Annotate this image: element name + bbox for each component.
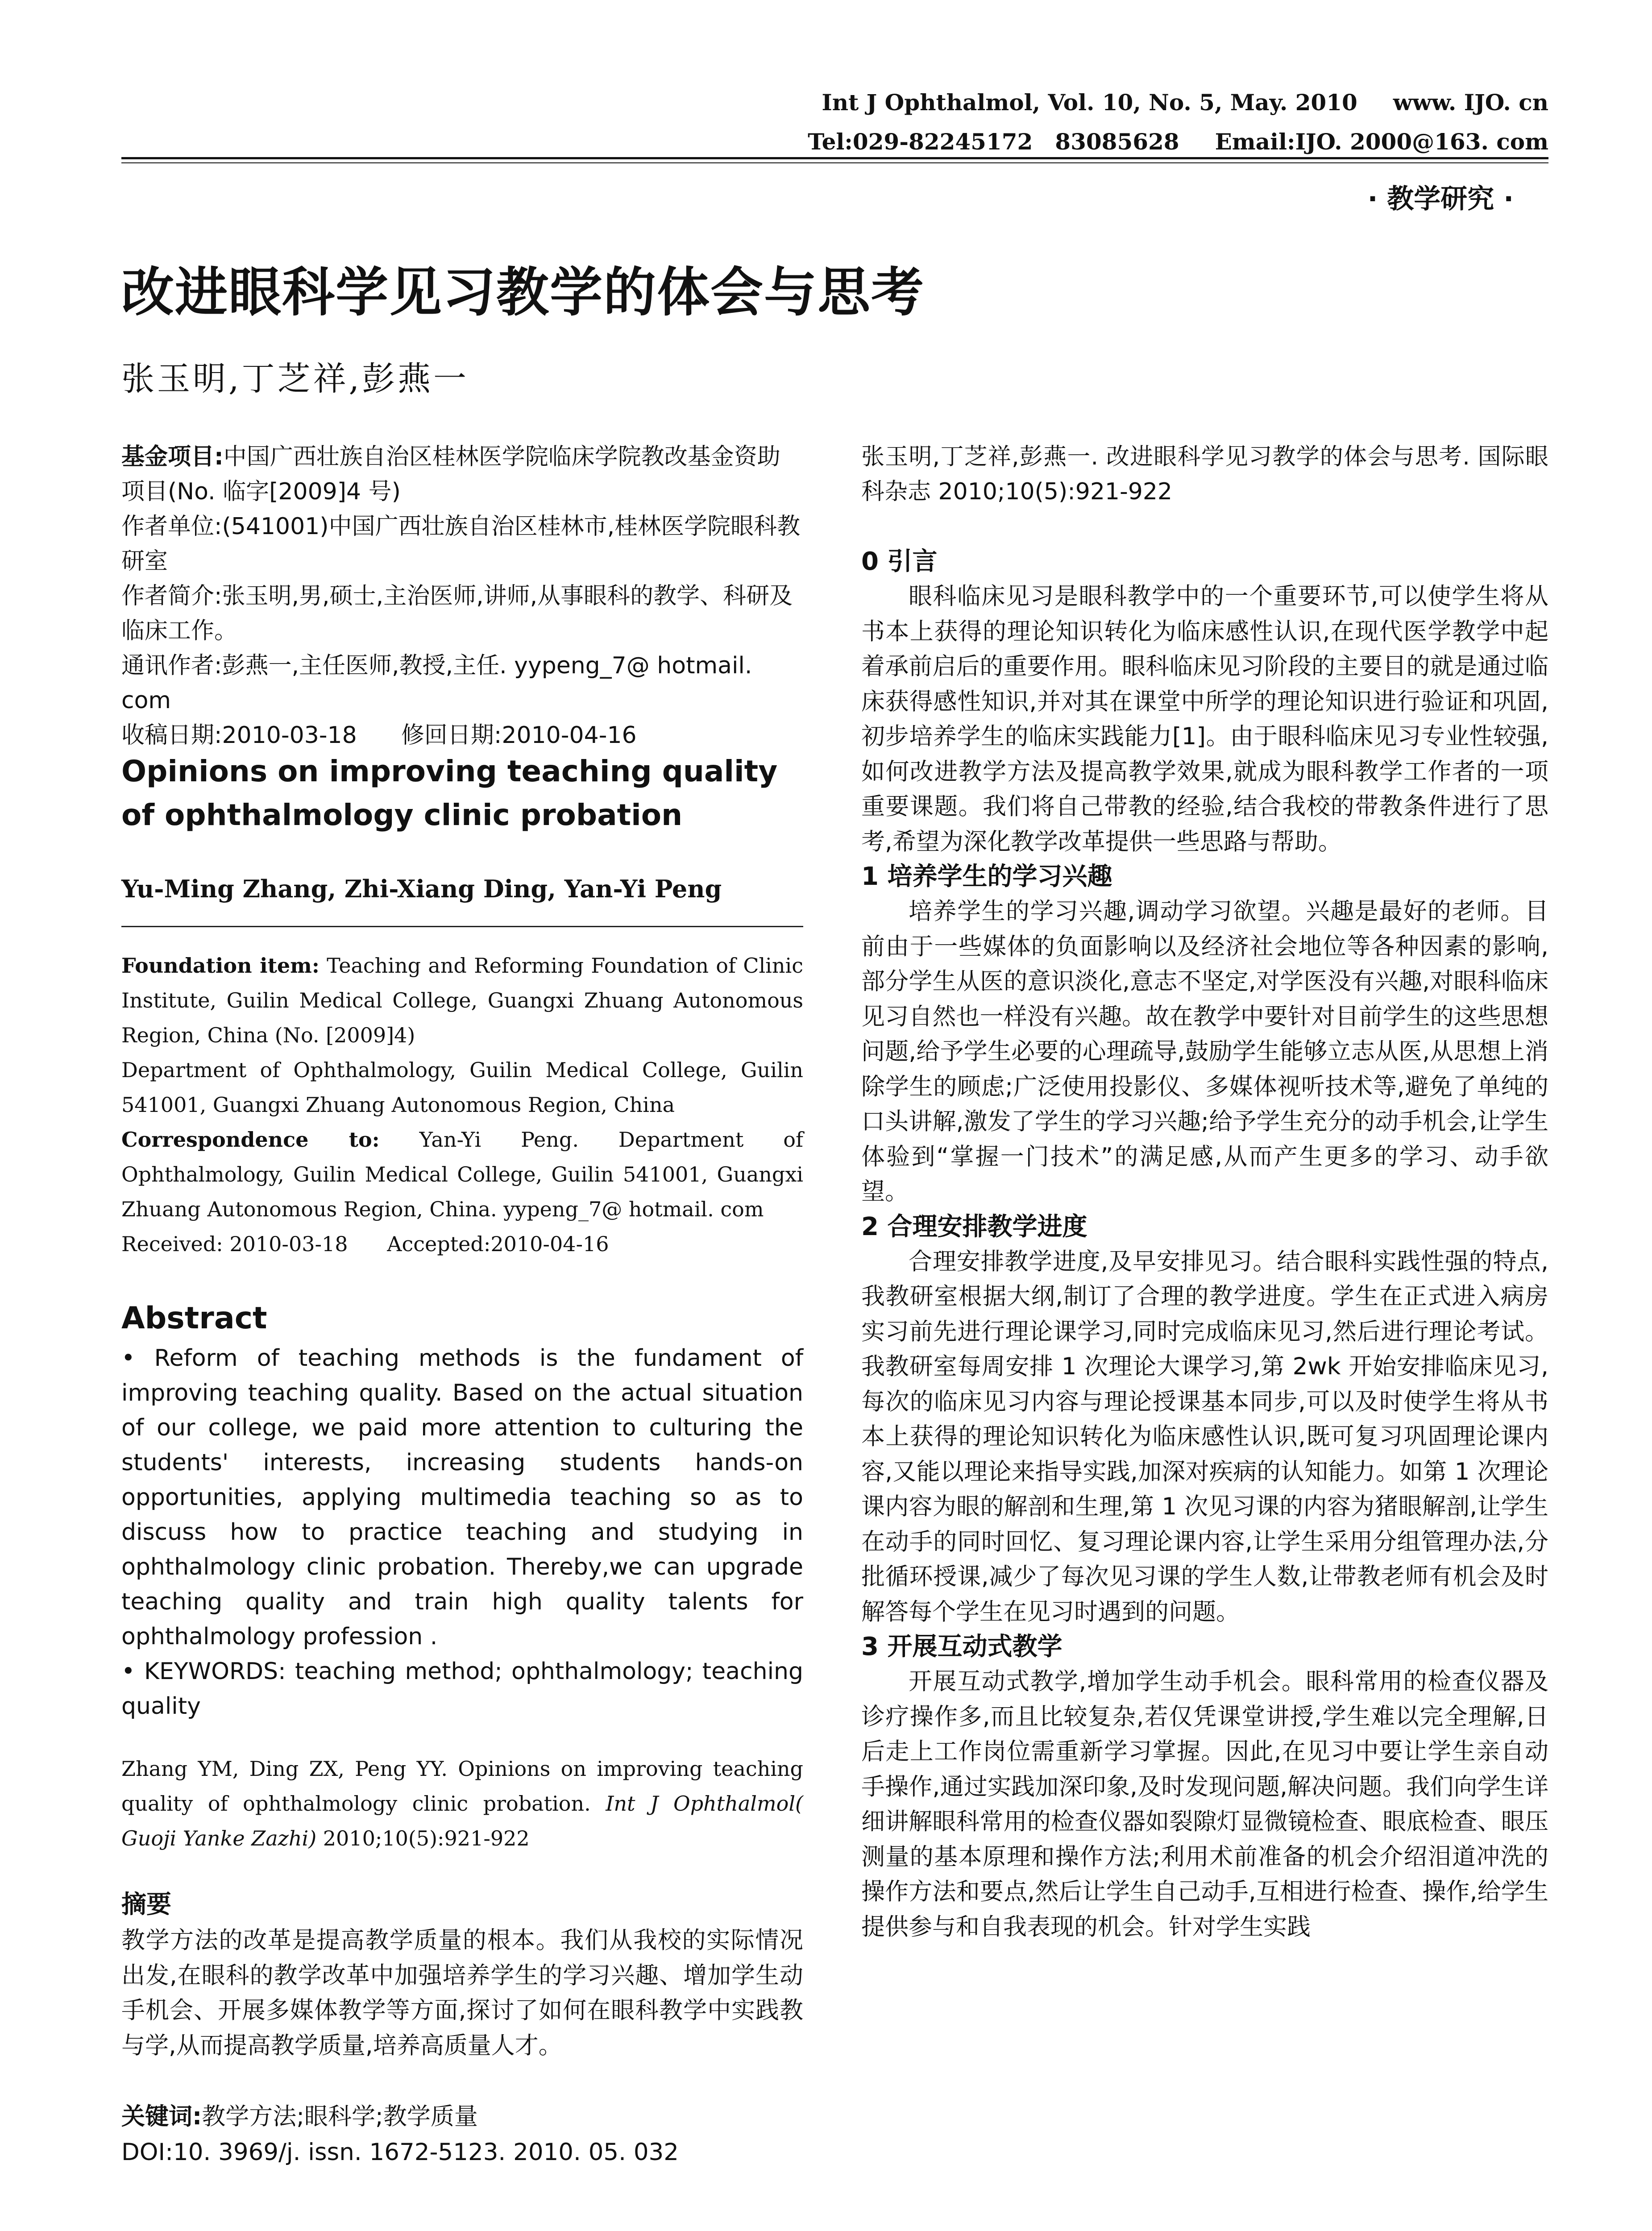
citation-en-prefix: Zhang YM, Ding ZX, Peng YY. Opinions on improving teaching quality of ophthalmology clinic probation.	[121, 1757, 803, 1816]
title-cn: 改进眼科学见习教学的体会与思考	[121, 261, 925, 323]
authors-cn: 张玉明,丁芝祥,彭燕一	[121, 360, 469, 398]
keywords-cn-label: 关键词:	[121, 2103, 202, 2130]
header-rule-thick	[121, 157, 1548, 159]
foundation-en-label: Foundation item:	[121, 954, 320, 978]
section-0-text: 眼科临床见习是眼科教学中的一个重要环节,可以使学生将从书本上获得的理论知识转化为临床感性认识,在现代医学教学中起着承前启后的重要作用。眼科临床见习阶段的主要目的就是通过临床获得感性知识,并对其在课堂中所学的理论知识进行验证和巩固,初步培养学生的临床实践能力[1]。由于眼科临床见习专业性较强,如何改进教学方法及提高教学效果,就成为眼科教学工作者的一项重要课题。我们将自己带教的经验,结合我校的带教条件进行了思考,希望为深化教学改革提供一些思路与帮助。	[861, 583, 1548, 855]
journal-email: Email:IJO. 2000@163. com	[1215, 129, 1548, 155]
doi: DOI:10. 3969/j. issn. 1672-5123. 2010. 05. 032	[121, 2139, 679, 2166]
citation-en-journal: Int J Ophthalmol( Guoji Yanke Zazhi)	[121, 1791, 803, 1850]
journal-tel: Tel:029-82245172	[808, 129, 1033, 155]
info-cn	[121, 440, 803, 753]
citation-cn: 张玉明,丁芝祥,彭燕一. 改进眼科学见习教学的体会与思考. 国际眼科杂志 2010;10(5):921-922	[861, 444, 1548, 505]
journal-website: www. IJO. cn	[1393, 89, 1548, 116]
foundation-cn-label: 基金项目:	[121, 444, 224, 470]
title-en: Opinions on improving teaching quality of ophthalmology clinic probation	[121, 754, 778, 832]
authors-en: Yu-Ming Zhang, Zhi-Xiang Ding, Yan-Yi Peng	[121, 875, 722, 903]
keywords-en: • KEYWORDS: teaching method; ophthalmology; teaching quality	[121, 1658, 803, 1720]
header-rule-thin	[121, 162, 1548, 163]
abstract-cn-heading: 摘要	[121, 1890, 171, 1919]
affiliation-cn: 作者单位:(541001)中国广西壮族自治区桂林市,桂林医学院眼科教研室	[121, 513, 801, 575]
journal-line: Int J Ophthalmol, Vol. 10, No. 5, May. 2010	[822, 89, 1357, 116]
dates-cn: 收稿日期:2010-03-18 修回日期:2010-04-16	[121, 722, 637, 749]
citation-en-suffix: 2010;10(5):921-922	[323, 1826, 530, 1850]
correspondence-cn: 通讯作者:彭燕一,主任医师,教授,主任. yypeng_7@ hotmail. com	[121, 652, 752, 714]
section-3-text: 开展互动式教学,增加学生动手机会。眼科常用的检查仪器及诊疗操作多,而且比较复杂,若仅凭课堂讲授,学生难以完全理解,日后走上工作岗位需重新学习掌握。因此,在见习中要让学生亲自动手操作,通过实践加深印象,及时发现问题,解决问题。我们向学生详细讲解眼科常用的检查仪器如裂隙灯显微镜检查、眼底检查、眼压测量的基本原理和操作方法;利用术前准备的机会介绍泪道冲洗的操作方法和要点,然后让学生自己动手,互相进行检查、操作,给学生提供参与和自我表现的机会。针对学生实践	[861, 1668, 1548, 1941]
author-bio-cn: 作者简介:张玉明,男,硕士,主治医师,讲师,从事眼科的教学、科研及临床工作。	[121, 583, 793, 644]
journal-contact	[772, 129, 1548, 155]
info-en	[121, 948, 803, 1261]
correspondence-en: Yan-Yi Peng. Department of Ophthalmology, Guilin Medical College, Guilin 541001, Guangxi Zhuang Autonomous Region, China. yypeng_7@ hotmail. com	[121, 1128, 804, 1221]
section-1-text: 培养学生的学习兴趣,调动学习欲望。兴趣是最好的老师。目前由于一些媒体的负面影响以及经济社会地位等各种因素的影响,部分学生从医的意识淡化,意志不坚定,对学医没有兴趣,对眼科临床见习自然也一样没有兴趣。故在教学中要针对目前学生的这些思想问题,给予学生必要的心理疏导,鼓励学生能够立志从医,从思想上消除学生的顾虑;广泛使用投影仪、多媒体视听技术等,避免了单纯的口头讲解,激发了学生的学习兴趣;给予学生充分的动手机会,让学生体验到“掌握一门技术”的满足感,从而产生更多的学习、动手欲望。	[861, 898, 1548, 1205]
journal-fax: 83085628	[1055, 129, 1179, 155]
section-2-text: 合理安排教学进度,及早安排见习。结合眼科实践性强的特点,我教研室根据大纲,制订了合理的教学进度。学生在正式进入病房实习前先进行理论课学习,同时完成临床见习,然后进行理论考试。我教研室每周安排 1 次理论大课学习,第 2wk 开始安排临床见习,每次的临床见习内容与理论授课基本同步,可以及时使学生将从书本上获得的理论知识转化为临床感性认识,既可复习巩固理论课内容,又能以理论来指导实践,加深对疾病的认知能力。如第 1 次理论课内容为眼的解剖和生理,第 1 次见习课的内容为猪眼解剖,让学生在动手的同时回忆、复习理论课内容,让学生采用分组管理办法,分批循环授课,减少了每次见习课的学生人数,让带教老师有机会及时解答每个学生在见习时遇到的问题。	[861, 1248, 1548, 1626]
section-tag: · 教学研究 ·	[1367, 183, 1514, 215]
section-3-heading: 3 开展互动式教学	[861, 1632, 1063, 1661]
abstract-cn-text: 教学方法的改革是提高教学质量的根本。我们从我校的实际情况出发,在眼科的教学改革中加强培养学生的学习兴趣、增加学生动手机会、开展多媒体教学等方面,探讨了如何在眼科教学中实践教与学,从而提高教学质量,培养高质量人才。	[121, 1927, 803, 2059]
main-text	[861, 544, 1548, 1945]
keywords-cn	[121, 2099, 803, 2135]
section-1-heading: 1 培养学生的学习兴趣	[861, 862, 1112, 891]
correspondence-en-label: Correspondence to:	[121, 1128, 380, 1152]
keywords-cn-text: 教学方法;眼科学;教学质量	[202, 2103, 478, 2130]
authors-separator	[121, 926, 803, 927]
foundation-en: Teaching and Reforming Foundation of Clinic Institute, Guilin Medical College, Guangxi Zhuang Autonomous Region, China (No. [2009]4)	[121, 954, 803, 1047]
abstract-heading: Abstract	[121, 1301, 267, 1336]
foundation-cn: 中国广西壮族自治区桂林医学院临床学院教改基金资助项目(No. 临字[2009]4 号)	[121, 444, 780, 505]
abstract-text: • Reform of teaching methods is the fundament of improving teaching quality. Based on the actual situation of our college, we paid more attention to culturing the students' interests, increasing students hands-on opportunities, applying multimedia teaching so as to discuss how to practice teaching and studying in ophthalmology clinic probation. Thereby,we can upgrade teaching quality and train high quality talents for ophthalmology profession .	[121, 1345, 803, 1650]
journal-header	[786, 89, 1548, 116]
department-en: Department of Ophthalmology, Guilin Medical College, Guilin 541001, Guangxi Zhuang Autonomous Region, China	[121, 1058, 803, 1117]
abstract-en	[121, 1341, 803, 1724]
section-0-heading: 0 引言	[861, 547, 938, 576]
section-2-heading: 2 合理安排教学进度	[861, 1212, 1087, 1241]
citation-en	[121, 1751, 803, 1856]
received-en: Received: 2010-03-18 Accepted:2010-04-16	[121, 1232, 609, 1256]
